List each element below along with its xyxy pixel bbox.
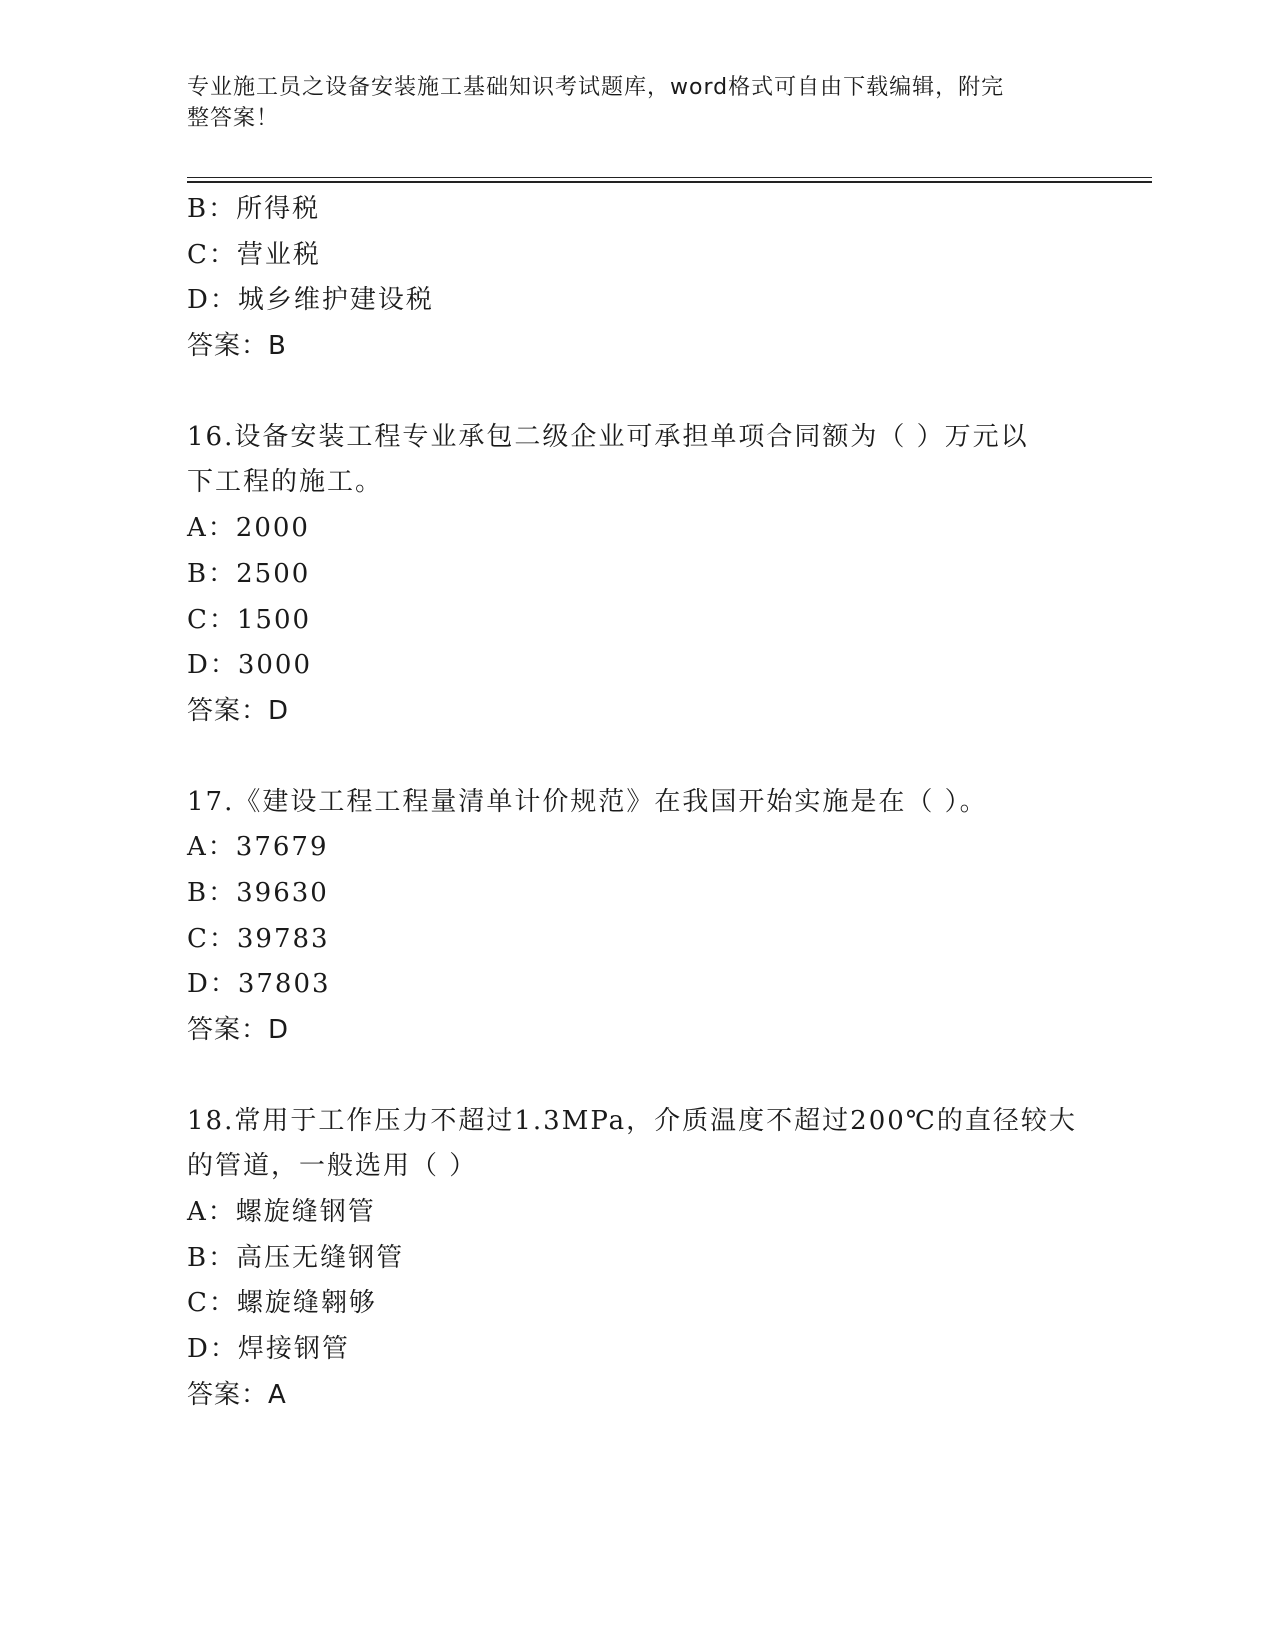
option-d: D：37803 bbox=[187, 969, 331, 1000]
option-d: D：3000 bbox=[187, 650, 313, 681]
question-15 bbox=[187, 187, 1087, 370]
option-b: B：所得税 bbox=[187, 194, 321, 224]
option-c: C：营业税 bbox=[187, 239, 321, 270]
question-stem-line-1: 16.设备安装工程专业承包二级企业可承担单项合同额为（ ）万元以 bbox=[187, 421, 1029, 452]
option-c: C：39783 bbox=[187, 923, 330, 954]
option-b: B：2500 bbox=[187, 558, 311, 589]
option-a: A：2000 bbox=[187, 513, 310, 544]
option-c: C：1500 bbox=[187, 604, 312, 635]
question-stem-line-1: 18.常用于工作压力不超过1.3MPa，介质温度不超过200℃的直径较大 bbox=[187, 1105, 1077, 1136]
header-line-1: 专业施工员之设备安装施工基础知识考试题库，word格式可自由下载编辑，附完 bbox=[187, 75, 1005, 100]
question-stem-line-1: 17.《建设工程工程量清单计价规范》在我国开始实施是在（ ）。 bbox=[187, 786, 988, 817]
header-line-2: 整答案！ bbox=[187, 106, 280, 131]
answer: 答案：D bbox=[187, 1015, 290, 1045]
answer: 答案：A bbox=[187, 1379, 287, 1410]
question-16 bbox=[187, 415, 1087, 735]
option-d: D：焊接钢管 bbox=[187, 1334, 350, 1365]
option-a: A：37679 bbox=[187, 832, 329, 863]
option-b: B：高压无缝钢管 bbox=[187, 1242, 405, 1273]
question-list bbox=[187, 187, 1087, 1419]
header-divider-thin bbox=[187, 177, 1152, 178]
question-stem-line-2: 的管道，一般选用（ ） bbox=[187, 1151, 478, 1182]
question-17 bbox=[187, 780, 1087, 1054]
answer: 答案：B bbox=[187, 331, 287, 362]
option-b: B：39630 bbox=[187, 877, 329, 908]
option-a: A：螺旋缝钢管 bbox=[187, 1197, 376, 1228]
page-header bbox=[187, 72, 1067, 134]
answer: 答案：D bbox=[187, 695, 290, 726]
question-stem-line-2: 下工程的施工。 bbox=[187, 467, 384, 498]
option-d: D：城乡维护建设税 bbox=[187, 285, 434, 316]
header-divider-thick bbox=[187, 181, 1152, 183]
option-c: C：螺旋缝翱够 bbox=[187, 1288, 377, 1319]
question-18 bbox=[187, 1099, 1087, 1419]
